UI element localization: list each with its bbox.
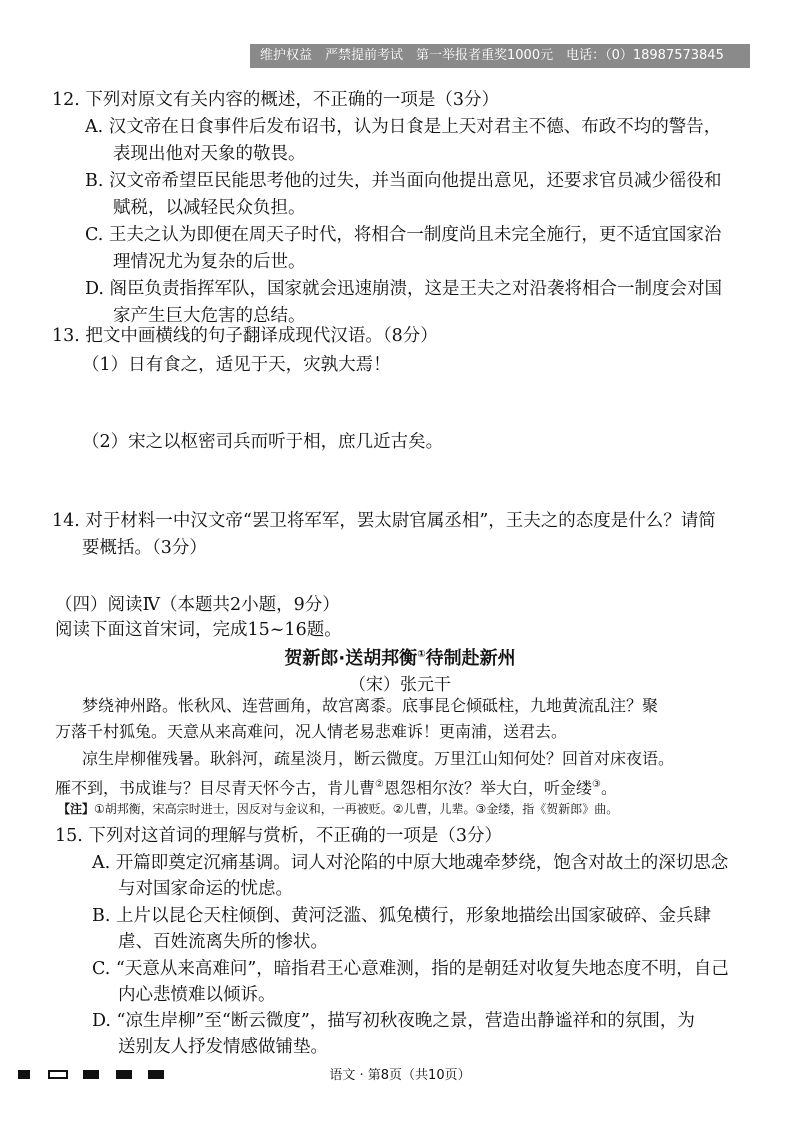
q12-option-d-line2: 家产生巨大危害的总结。 [113, 306, 306, 326]
q12-option-c-line1: C. 王夫之认为即便在周天子时代，将相合一制度尚且未完全施行，更不适宜国家治 [85, 225, 722, 245]
poem-line-3: 凉生岸柳催残暑。耿斜河，疏星淡月，断云微度。万里江山知何处？回首对床夜语。 [82, 749, 675, 768]
question-14-line1: 14. 对于材料一中汉文帝“罢卫将军军，罢太尉官属丞相”，王夫之的态度是什么？请简 [52, 511, 716, 531]
q15-option-a-line1: A. 开篇即奠定沉痛基调。词人对沦陷的中原大地魂牵梦绕，饱含对故土的深切思念 [92, 853, 729, 873]
poem-line-2: 万落千村狐兔。天意从来高难问，况人情老易悲难诉！更南浦，送君去。 [55, 722, 568, 741]
q13-sentence-1: （1）日有食之，适见于天，灾孰大焉！ [82, 355, 391, 375]
q12-option-a-line1: A. 汉文帝在日食事件后发布诏书，认为日食是上天对君主不德、布政不均的警告， [85, 117, 722, 137]
q15-option-b-line1: B. 上片以昆仑天柱倾倒、黄河泛滥、狐兔横行，形象地描绘出国家破碎、金兵肆 [92, 906, 711, 926]
q12-option-d-line1: D. 阁臣负责指挥军队，国家就会迅速崩溃，这是王夫之对沿袭将相合一制度会对国 [85, 279, 723, 299]
q12-option-b-line1: B. 汉文帝希望臣民能思考他的过失，并当面向他提出意见，还要求官员减少徭役和 [85, 171, 722, 191]
poem-author: （宋）张元干 [349, 675, 451, 695]
poem-line-1: 梦绕神州路。怅秋风、连营画角，故宫离黍。底事昆仑倾砥柱，九地黄流乱注？聚 [82, 696, 659, 715]
q12-option-b-line2: 赋税，以减轻民众负担。 [113, 198, 306, 218]
poem-line-4: 雁不到，书成谁与？目尽青天怀今古，肯儿曹②恩怨相尔汝？举大白，听金缕③。 [55, 778, 617, 798]
anti-cheating-banner: 维护权益 严禁提前考试 第一举报者重奖1000元 电话：（0）18987573845 [250, 44, 750, 68]
q15-option-c-line2: 内心悲愤难以倾诉。 [118, 985, 276, 1005]
question-12-stem: 12. 下列对原文有关内容的概述，不正确的一项是（3分） [52, 90, 500, 110]
q13-sentence-2: （2）宋之以枢密司兵而听于相，庶几近古矣。 [82, 432, 444, 452]
section-4-heading: （四）阅读Ⅳ（本题共2小题，9分） [55, 595, 340, 615]
q15-option-d-line1: D. “凉生岸柳”至“断云微度”，描写初秋夜晚之景，营造出静谧祥和的氛围，为 [92, 1011, 695, 1031]
section-4-instruction: 阅读下面这首宋词，完成15~16题。 [55, 620, 342, 640]
page-footer: 语文 · 第8页（共10页） [329, 1068, 471, 1083]
q15-option-d-line2: 送别友人抒发情感做铺垫。 [118, 1037, 328, 1057]
q15-option-b-line2: 虐、百姓流离失所的惨状。 [118, 932, 328, 952]
question-14-line2: 要概括。（3分） [82, 538, 207, 558]
q12-option-c-line2: 理情况尤为复杂的后世。 [113, 252, 306, 272]
poem-title: 贺新郎·送胡邦衡①待制赴新州 [284, 648, 516, 669]
q12-option-a-line2: 表现出他对天象的敬畏。 [113, 144, 306, 164]
q15-option-a-line2: 与对国家命运的忧虑。 [118, 879, 293, 899]
poem-annotation: 【注】①胡邦衡，宋高宗时进士，因反对与金议和，一再被贬。②儿曹，儿辈。③金缕，指《贺新郎》曲。 [58, 802, 619, 816]
question-15-stem: 15. 下列对这首词的理解与赏析，不正确的一项是（3分） [55, 826, 503, 846]
question-13-stem: 13. 把文中画横线的句子翻译成现代汉语。（8分） [52, 326, 438, 346]
q15-option-c-line1: C. “天意从来高难问”，暗指君王心意难测，指的是朝廷对收复失地态度不明，自己 [92, 959, 729, 979]
